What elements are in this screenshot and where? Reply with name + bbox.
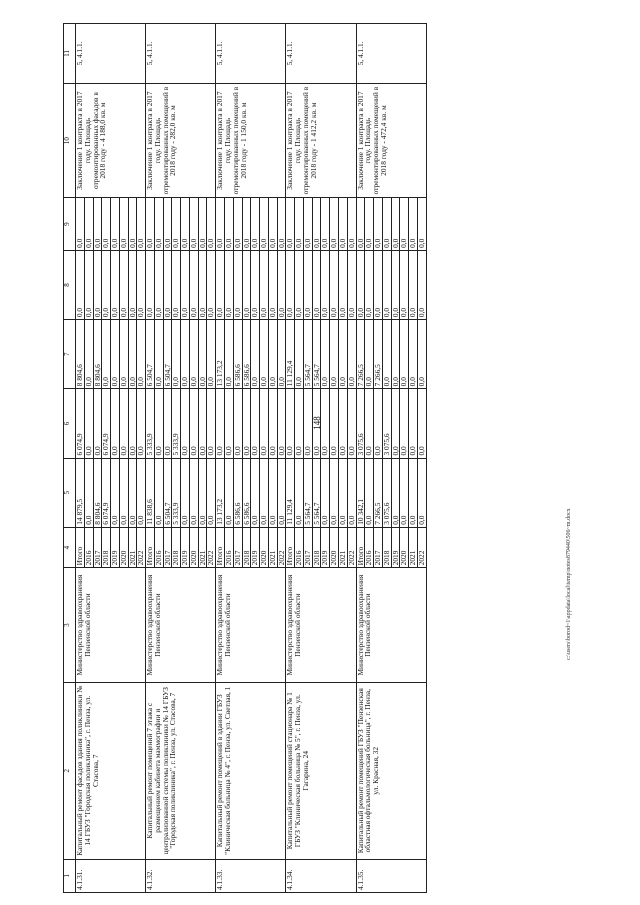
value-cell: 0,0	[321, 458, 330, 527]
value-cell: 0,0	[102, 250, 111, 319]
row-executor: Министерство здравоохранения Пензенской области	[216, 568, 286, 683]
value-cell: 0,0	[260, 250, 269, 319]
year-cell: 2021	[268, 527, 277, 568]
value-cell: 0,0	[312, 250, 321, 319]
value-cell: 0,0	[260, 320, 269, 389]
value-cell: 0,0	[181, 198, 190, 251]
value-cell: 0,0	[303, 250, 312, 319]
value-cell: 0,0	[119, 320, 128, 389]
table-row	[216, 24, 225, 893]
row-name: Капитальный ремонт помещений ГБУЗ "Пензенская областная офтальмологическая больница", г. Пенза, ул. Красная, 32	[356, 682, 426, 859]
value-cell: 5 564,7	[303, 320, 312, 389]
value-cell: 0,0	[277, 458, 286, 527]
value-cell: 0,0	[391, 389, 400, 458]
value-cell: 5 333,9	[146, 389, 155, 458]
value-cell: 0,0	[102, 198, 111, 251]
column-header-10: 10	[64, 83, 76, 198]
value-cell: 0,0	[119, 458, 128, 527]
column-header-8: 8	[64, 250, 76, 319]
value-cell: 0,0	[400, 320, 409, 389]
row-executor: Министерство здравоохранения Пензенской области	[286, 568, 356, 683]
year-cell: 2022	[347, 527, 356, 568]
value-cell: 0,0	[356, 198, 365, 251]
value-cell: 0,0	[225, 458, 234, 527]
program-table	[63, 23, 427, 893]
value-cell: 10 342,1	[356, 458, 365, 527]
column-header-4: 4	[64, 527, 76, 568]
value-cell: 0,0	[216, 389, 225, 458]
value-cell: 0,0	[321, 389, 330, 458]
value-cell: 0,0	[242, 389, 251, 458]
row-code: 4.1.31.	[76, 859, 146, 892]
value-cell: 0,0	[172, 198, 181, 251]
row-result: Заключение 1 контракта в 2017 году. Площадь отремонтированных помещений в 2018 году - 1 150,0 кв. м	[216, 83, 286, 198]
value-cell: 0,0	[154, 320, 163, 389]
value-cell: 0,0	[277, 198, 286, 251]
value-cell: 0,0	[338, 250, 347, 319]
value-cell: 6 586,6	[242, 458, 251, 527]
year-cell: 2021	[198, 527, 207, 568]
value-cell: 0,0	[189, 458, 198, 527]
value-cell: 0,0	[286, 198, 295, 251]
value-cell: 0,0	[409, 458, 418, 527]
year-cell: 2020	[330, 527, 339, 568]
value-cell: 13 173,2	[216, 458, 225, 527]
year-cell: 2019	[321, 527, 330, 568]
value-cell: 0,0	[268, 320, 277, 389]
value-cell: 0,0	[207, 389, 216, 458]
row-result: Заключение 1 контракта в 2017 году. Площадь отремонтированных помещений в 2018 году - 472,4 кв. м	[356, 83, 426, 198]
column-header-1: 1	[64, 859, 76, 892]
column-header-3: 3	[64, 568, 76, 683]
value-cell: 0,0	[382, 198, 391, 251]
value-cell: 0,0	[225, 320, 234, 389]
value-cell: 0,0	[400, 250, 409, 319]
value-cell: 0,0	[154, 250, 163, 319]
year-cell: 2017	[163, 527, 172, 568]
value-cell: 0,0	[111, 250, 120, 319]
value-cell: 0,0	[409, 320, 418, 389]
value-cell: 0,0	[137, 198, 146, 251]
value-cell: 0,0	[338, 458, 347, 527]
value-cell: 0,0	[409, 389, 418, 458]
value-cell: 0,0	[277, 389, 286, 458]
value-cell: 6 586,6	[242, 320, 251, 389]
table-row	[146, 24, 155, 893]
year-cell: 2018	[312, 527, 321, 568]
value-cell: 0,0	[225, 250, 234, 319]
column-header-5: 5	[64, 458, 76, 527]
value-cell: 0,0	[216, 198, 225, 251]
year-cell: 2018	[172, 527, 181, 568]
value-cell: 0,0	[93, 198, 102, 251]
value-cell: 0,0	[365, 198, 374, 251]
value-cell: 0,0	[163, 250, 172, 319]
year-cell: Итого	[146, 527, 155, 568]
value-cell: 0,0	[374, 198, 383, 251]
value-cell: 0,0	[225, 198, 234, 251]
value-cell: 0,0	[268, 458, 277, 527]
value-cell: 0,0	[400, 198, 409, 251]
value-cell: 0,0	[154, 198, 163, 251]
column-header-2: 2	[64, 682, 76, 859]
value-cell: 14 879,5	[76, 458, 85, 527]
value-cell: 6 586,6	[233, 458, 242, 527]
value-cell: 0,0	[365, 250, 374, 319]
value-cell: 0,0	[417, 250, 426, 319]
year-cell: Итого	[286, 527, 295, 568]
value-cell: 0,0	[391, 458, 400, 527]
value-cell: 0,0	[76, 198, 85, 251]
value-cell: 0,0	[251, 320, 260, 389]
value-cell: 0,0	[303, 389, 312, 458]
column-header-6: 6	[64, 389, 76, 458]
value-cell: 0,0	[225, 389, 234, 458]
year-cell: Итого	[76, 527, 85, 568]
value-cell: 0,0	[233, 198, 242, 251]
value-cell: 3 075,6	[382, 458, 391, 527]
value-cell: 0,0	[260, 458, 269, 527]
year-cell: 2020	[400, 527, 409, 568]
value-cell: 6 074,9	[76, 389, 85, 458]
year-cell: 2017	[303, 527, 312, 568]
rotated-table-container	[63, 23, 594, 893]
value-cell: 0,0	[154, 458, 163, 527]
value-cell: 0,0	[382, 320, 391, 389]
value-cell: 0,0	[181, 389, 190, 458]
value-cell: 0,0	[146, 198, 155, 251]
year-cell: 2022	[137, 527, 146, 568]
value-cell: 0,0	[365, 458, 374, 527]
value-cell: 0,0	[382, 250, 391, 319]
row-reference: 5, 4.1.1.	[76, 24, 146, 84]
value-cell: 6 504,7	[163, 320, 172, 389]
value-cell: 0,0	[330, 320, 339, 389]
value-cell: 6 586,6	[233, 320, 242, 389]
row-reference: 5, 4.1.1.	[286, 24, 356, 84]
value-cell: 0,0	[128, 320, 137, 389]
value-cell: 0,0	[172, 250, 181, 319]
row-name: Капитальный ремонт помещений в здании ГБУЗ "Клиническая больница № 4", г. Пенза, ул. Светлая, 1	[216, 682, 286, 859]
value-cell: 11 129,4	[286, 320, 295, 389]
value-cell: 7 266,5	[374, 458, 383, 527]
value-cell: 0,0	[400, 458, 409, 527]
value-cell: 5 564,7	[303, 458, 312, 527]
value-cell: 0,0	[347, 320, 356, 389]
year-cell: 2019	[391, 527, 400, 568]
value-cell: 0,0	[417, 458, 426, 527]
value-cell: 0,0	[391, 250, 400, 319]
value-cell: 0,0	[330, 198, 339, 251]
year-cell: 2017	[233, 527, 242, 568]
value-cell: 0,0	[409, 198, 418, 251]
value-cell: 0,0	[242, 198, 251, 251]
value-cell: 0,0	[321, 250, 330, 319]
value-cell: 0,0	[365, 320, 374, 389]
column-header-9: 9	[64, 198, 76, 251]
value-cell: 0,0	[295, 458, 304, 527]
value-cell: 5 564,7	[312, 458, 321, 527]
value-cell: 0,0	[417, 389, 426, 458]
value-cell: 0,0	[207, 458, 216, 527]
value-cell: 0,0	[233, 250, 242, 319]
value-cell: 0,0	[338, 198, 347, 251]
value-cell: 0,0	[189, 250, 198, 319]
value-cell: 6 504,7	[146, 320, 155, 389]
value-cell: 0,0	[181, 320, 190, 389]
row-name: Капитальный ремонт помещений 7 этажа с размещением кабинета маммографии и централизованной системы поликлиники № 14 ГБУЗ "Городская поликлиника", г. Пенза, ул. Стасова, 7	[146, 682, 216, 859]
value-cell: 0,0	[330, 458, 339, 527]
value-cell: 0,0	[295, 389, 304, 458]
row-code: 4.1.34.	[286, 859, 356, 892]
value-cell: 0,0	[163, 198, 172, 251]
value-cell: 0,0	[338, 389, 347, 458]
year-cell: 2017	[374, 527, 383, 568]
value-cell: 0,0	[391, 320, 400, 389]
value-cell: 0,0	[128, 389, 137, 458]
value-cell: 3 075,6	[356, 389, 365, 458]
value-cell: 0,0	[137, 320, 146, 389]
value-cell: 0,0	[268, 389, 277, 458]
row-name: Капитальный ремонт помещений стационара № 1 ГБУЗ "Клиническая больница № 5", г. Пенза, ул. Гагарина, 24	[286, 682, 356, 859]
year-cell: 2022	[417, 527, 426, 568]
value-cell: 0,0	[260, 389, 269, 458]
value-cell: 0,0	[374, 389, 383, 458]
value-cell: 0,0	[365, 389, 374, 458]
year-cell: Итого	[356, 527, 365, 568]
value-cell: 0,0	[312, 389, 321, 458]
column-header-11: 11	[64, 24, 76, 84]
value-cell: 0,0	[93, 389, 102, 458]
value-cell: 0,0	[251, 250, 260, 319]
value-cell: 0,0	[119, 198, 128, 251]
value-cell: 0,0	[391, 198, 400, 251]
value-cell: 0,0	[128, 250, 137, 319]
value-cell: 0,0	[189, 198, 198, 251]
value-cell: 0,0	[295, 320, 304, 389]
row-result: Заключение 1 контракта в 2017 году. Площадь отремонтированных помещений в 2018 году - 1 412,2 кв. м	[286, 83, 356, 198]
value-cell: 0,0	[268, 250, 277, 319]
table-body	[64, 24, 427, 893]
year-cell: 2020	[189, 527, 198, 568]
row-reference: 5, 4.1.1.	[356, 24, 426, 84]
value-cell: 0,0	[330, 389, 339, 458]
year-cell: 2016	[154, 527, 163, 568]
year-cell: 2019	[111, 527, 120, 568]
value-cell: 0,0	[260, 198, 269, 251]
value-cell: 6 504,7	[163, 458, 172, 527]
value-cell: 0,0	[84, 198, 93, 251]
table-row	[286, 24, 295, 893]
value-cell: 0,0	[251, 198, 260, 251]
value-cell: 7 266,5	[356, 320, 365, 389]
year-cell: 2019	[181, 527, 190, 568]
value-cell: 0,0	[76, 250, 85, 319]
value-cell: 0,0	[181, 250, 190, 319]
value-cell: 0,0	[242, 250, 251, 319]
value-cell: 0,0	[137, 389, 146, 458]
header-row	[64, 24, 76, 893]
value-cell: 0,0	[137, 458, 146, 527]
value-cell: 0,0	[207, 320, 216, 389]
row-executor: Министерство здравоохранения Пензенской области	[356, 568, 426, 683]
value-cell: 0,0	[198, 198, 207, 251]
value-cell: 11 129,4	[286, 458, 295, 527]
value-cell: 8 804,6	[76, 320, 85, 389]
value-cell: 0,0	[251, 389, 260, 458]
value-cell: 0,0	[137, 250, 146, 319]
year-cell: 2016	[84, 527, 93, 568]
value-cell: 6 074,9	[102, 389, 111, 458]
value-cell: 0,0	[268, 198, 277, 251]
year-cell: 2021	[338, 527, 347, 568]
value-cell: 0,0	[111, 320, 120, 389]
value-cell: 3 075,6	[382, 389, 391, 458]
year-cell: 2019	[251, 527, 260, 568]
value-cell: 0,0	[181, 458, 190, 527]
value-cell: 0,0	[189, 389, 198, 458]
value-cell: 8 804,6	[93, 458, 102, 527]
row-executor: Министерство здравоохранения Пензенской области	[146, 568, 216, 683]
value-cell: 0,0	[286, 250, 295, 319]
value-cell: 6 074,9	[102, 458, 111, 527]
value-cell: 0,0	[216, 250, 225, 319]
footer-file-path: c:\users\borod~1\appdata\local\temp\notes879440\506~m.docx	[566, 508, 572, 660]
value-cell: 13 173,2	[216, 320, 225, 389]
value-cell: 0,0	[303, 198, 312, 251]
value-cell: 0,0	[128, 458, 137, 527]
value-cell: 0,0	[356, 250, 365, 319]
year-cell: 2021	[409, 527, 418, 568]
row-code: 4.1.32.	[146, 859, 216, 892]
year-cell: Итого	[216, 527, 225, 568]
row-result: Заключение 1 контракта в 2017 году. Площадь отремонтированных помещений в 2018 году - 282,0 кв. м	[146, 83, 216, 198]
value-cell: 0,0	[163, 389, 172, 458]
row-code: 4.1.35.	[356, 859, 426, 892]
value-cell: 0,0	[84, 250, 93, 319]
value-cell: 0,0	[93, 250, 102, 319]
year-cell: 2021	[128, 527, 137, 568]
row-reference: 5, 4.1.1.	[216, 24, 286, 84]
column-header-7: 7	[64, 320, 76, 389]
year-cell: 2018	[102, 527, 111, 568]
value-cell: 0,0	[277, 320, 286, 389]
value-cell: 0,0	[207, 250, 216, 319]
value-cell: 0,0	[417, 198, 426, 251]
value-cell: 0,0	[146, 250, 155, 319]
value-cell: 0,0	[198, 458, 207, 527]
year-cell: 2018	[242, 527, 251, 568]
value-cell: 0,0	[154, 389, 163, 458]
value-cell: 0,0	[198, 389, 207, 458]
value-cell: 0,0	[277, 250, 286, 319]
value-cell: 0,0	[347, 458, 356, 527]
value-cell: 7 266,5	[374, 320, 383, 389]
value-cell: 0,0	[400, 389, 409, 458]
value-cell: 0,0	[295, 198, 304, 251]
row-reference: 5, 4.1.1.	[146, 24, 216, 84]
year-cell: 2016	[365, 527, 374, 568]
page-number: 148	[311, 416, 322, 430]
value-cell: 0,0	[417, 320, 426, 389]
value-cell: 0,0	[102, 320, 111, 389]
year-cell: 2022	[207, 527, 216, 568]
year-cell: 2018	[382, 527, 391, 568]
value-cell: 11 838,6	[146, 458, 155, 527]
value-cell: 0,0	[312, 198, 321, 251]
value-cell: 0,0	[409, 250, 418, 319]
value-cell: 0,0	[119, 389, 128, 458]
year-cell: 2017	[93, 527, 102, 568]
value-cell: 0,0	[172, 320, 181, 389]
value-cell: 0,0	[321, 198, 330, 251]
table-row	[356, 24, 365, 893]
value-cell: 0,0	[84, 389, 93, 458]
value-cell: 0,0	[347, 250, 356, 319]
year-cell: 2016	[295, 527, 304, 568]
year-cell: 2022	[277, 527, 286, 568]
value-cell: 0,0	[251, 458, 260, 527]
value-cell: 0,0	[347, 198, 356, 251]
row-code: 4.1.33.	[216, 859, 286, 892]
value-cell: 5 333,9	[172, 389, 181, 458]
value-cell: 0,0	[295, 250, 304, 319]
value-cell: 0,0	[189, 320, 198, 389]
value-cell: 0,0	[111, 198, 120, 251]
year-cell: 2020	[119, 527, 128, 568]
value-cell: 8 804,6	[93, 320, 102, 389]
value-cell: 0,0	[233, 389, 242, 458]
year-cell: 2020	[260, 527, 269, 568]
value-cell: 0,0	[84, 320, 93, 389]
value-cell: 0,0	[347, 389, 356, 458]
value-cell: 0,0	[374, 250, 383, 319]
row-result: Заключение 1 контракта в 2017 году. Площадь отремонтированных фасадов в 2018 году - 4 188,0 кв. м	[76, 83, 146, 198]
value-cell: 0,0	[111, 458, 120, 527]
row-executor: Министерство здравоохранения Пензенской области	[76, 568, 146, 683]
value-cell: 0,0	[286, 389, 295, 458]
value-cell: 0,0	[111, 389, 120, 458]
value-cell: 0,0	[198, 250, 207, 319]
value-cell: 0,0	[84, 458, 93, 527]
value-cell: 5 564,7	[312, 320, 321, 389]
value-cell: 0,0	[207, 198, 216, 251]
value-cell: 5 333,9	[172, 458, 181, 527]
value-cell: 0,0	[321, 320, 330, 389]
value-cell: 0,0	[330, 250, 339, 319]
year-cell: 2016	[225, 527, 234, 568]
value-cell: 0,0	[119, 250, 128, 319]
table-row	[76, 24, 85, 893]
value-cell: 0,0	[128, 198, 137, 251]
value-cell: 0,0	[198, 320, 207, 389]
value-cell: 0,0	[338, 320, 347, 389]
row-name: Капитальный ремонт фасадов здания поликлиники № 14 ГБУЗ "Городская поликлиника", г. Пенза, ул. Стасова, 7	[76, 682, 146, 859]
